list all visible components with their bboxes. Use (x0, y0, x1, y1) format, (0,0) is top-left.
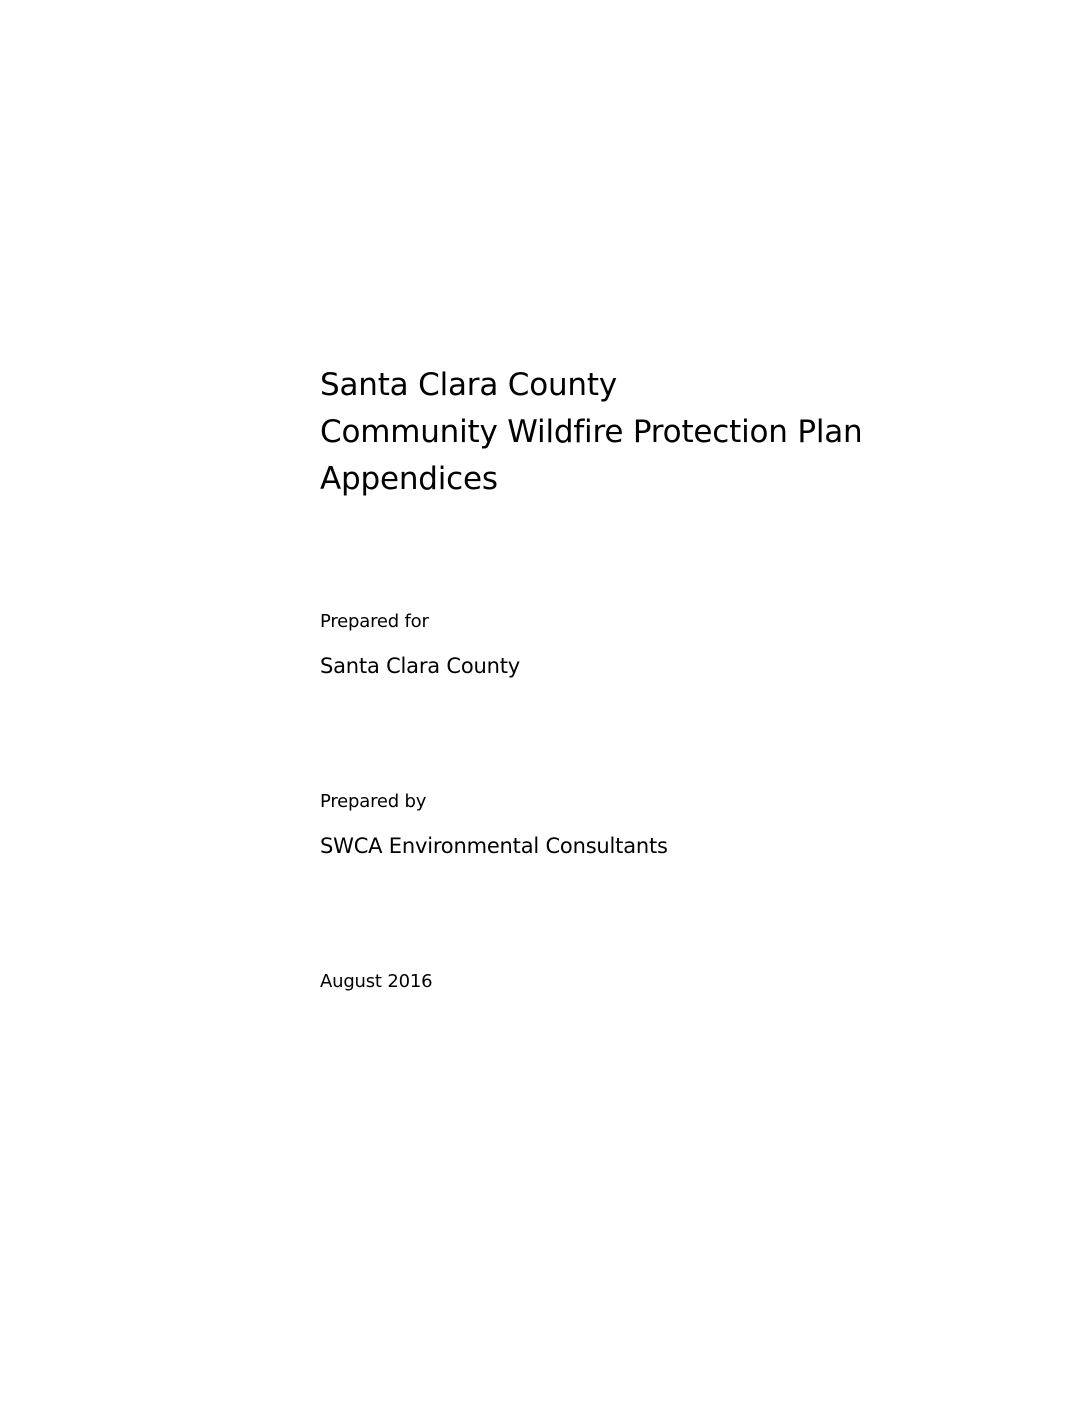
title-line-plan: Community Wildfire Protection Plan (320, 414, 863, 450)
title-line-appendices: Appendices (320, 461, 498, 497)
prepared-for-value: Santa Clara County (320, 654, 521, 678)
prepared-for-label: Prepared for (320, 611, 429, 632)
prepared-for-section (320, 610, 1020, 680)
title-line-county: Santa Clara County (320, 367, 617, 403)
document-title (320, 362, 1040, 503)
prepared-by-value: SWCA Environmental Consultants (320, 834, 668, 858)
prepared-by-section (320, 790, 1020, 860)
prepared-by-label: Prepared by (320, 791, 427, 812)
publication-date: August 2016 (320, 971, 433, 992)
